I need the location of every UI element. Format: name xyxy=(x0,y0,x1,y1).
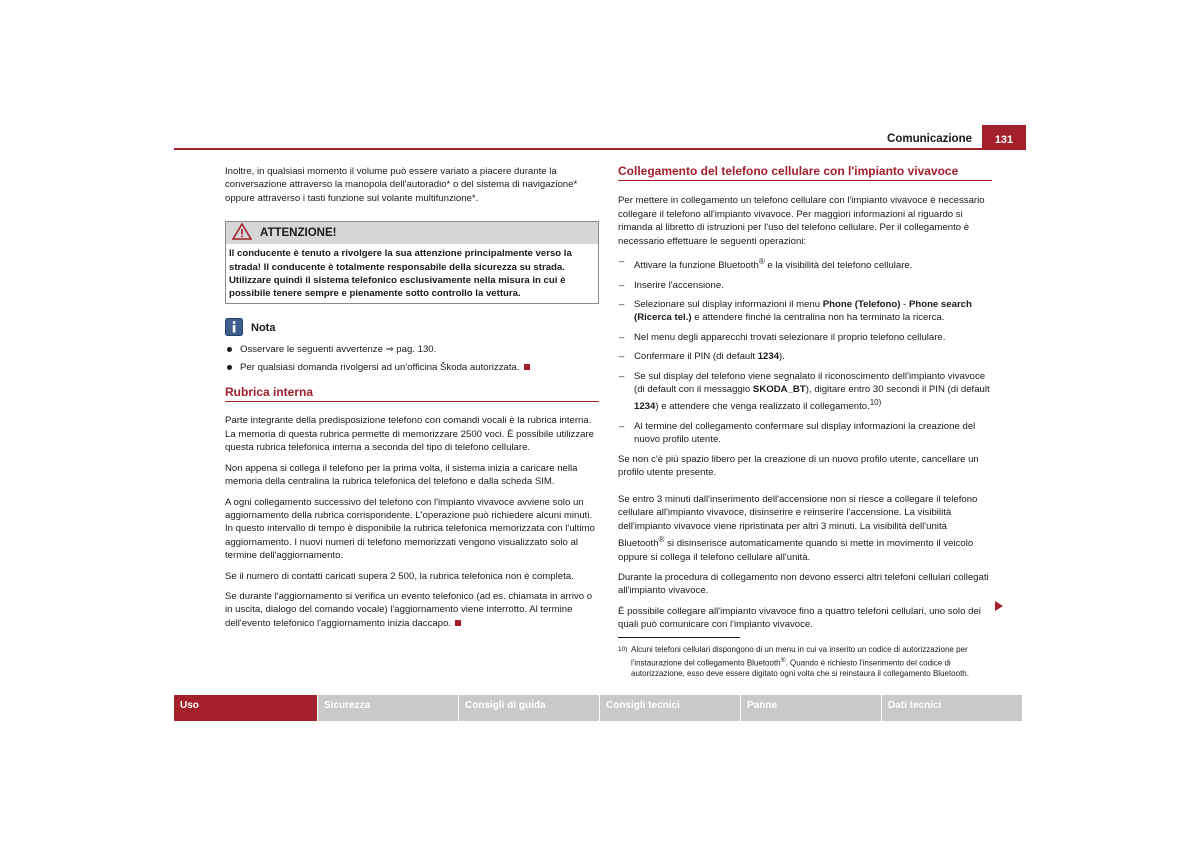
footnote-rule xyxy=(618,637,740,638)
footnote-mark: 10) xyxy=(618,646,628,653)
paragraph: Durante la procedura di collegamento non devono esserci altri telefoni cellulari collegati all'impianto vivavoce. xyxy=(618,571,989,597)
list-item: – Inserire l'accensione. xyxy=(618,279,992,292)
list-item: – Al termine del collegamento confermare sul display informazioni la creazione del nuovo profilo utente. xyxy=(618,420,992,447)
end-of-section-icon xyxy=(524,364,530,370)
rubrica-paragraph: A ogni collegamento successivo del telefono con l'impianto vivavoce avviene solo un aggiornamento della rubrica corrispondente. L'operazione può richiedere alcuni minuti. In questo intervallo di tempo è disponibile la rubrica telefonica memorizzata con l'ultimo aggiornamento. I nuovi numeri di telefono memorizzati vengono visualizzato solo al termine dell'aggiornamento. xyxy=(225,496,595,562)
right-column xyxy=(618,165,992,639)
warning-title: ATTENZIONE! xyxy=(260,226,337,239)
rubrica-paragraph: Se il numero di contatti caricati supera 2 500, la rubrica telefonica non è completa. xyxy=(225,570,574,582)
section-title-rubrica: Rubrica interna xyxy=(225,386,599,402)
list-item: Per qualsiasi domanda rivolgersi ad un'officina Škoda autorizzata. xyxy=(225,361,599,374)
note-title: Nota xyxy=(251,322,276,335)
continue-arrow-icon xyxy=(995,601,1003,611)
list-item: Osservare le seguenti avvertenze ⇒ pag. 130. xyxy=(225,343,599,356)
list-item: – Attivare la funzione Bluetooth® e la visibilità del telefono cellulare. xyxy=(618,255,992,273)
footnote-text: Alcuni telefoni cellulari dispongono di un menu in cui va inserito un codice di autorizzazione per l'instaurazione del collegamento Bluetooth®. Quando è richiesto l'inserimento del codice di autorizzazione, esso deve essere digitato ogni volta che si reinstaura il collegamento Bluetooth. xyxy=(631,645,969,678)
tab-consigli-tecnici[interactable]: Consigli tecnici xyxy=(600,695,740,721)
tab-uso[interactable]: Uso xyxy=(174,695,317,721)
rubrica-paragraph: Parte integrante della predisposizione telefono con comandi vocali è la rubrica interna. La memoria di questa rubrica permette di memorizzare 2500 voci. È possibile utilizzare questa rubrica telefonica interna a seconda del tipo di telefono cellulare. xyxy=(225,415,594,454)
section-title-collegamento: Collegamento del telefono cellulare con l'impianto vivavoce xyxy=(618,165,992,181)
intro-paragraph: Inoltre, in qualsiasi momento il volume può essere variato a piacere durante la conversazione attraverso la manopola dell'autoradio* o del sistema di navigazione* oppure attraverso i tasti funzione sul volante multifunzione*. xyxy=(225,166,578,204)
tab-sicurezza[interactable]: Sicurezza xyxy=(318,695,458,721)
footer-nav xyxy=(174,695,1023,721)
page-header-title: Comunicazione xyxy=(887,133,972,145)
list-item: – Confermare il PIN (di default 1234). xyxy=(618,350,992,363)
steps-list xyxy=(618,255,992,447)
note-header xyxy=(225,318,599,340)
note-list xyxy=(225,343,599,374)
warning-text: Il conducente è tenuto a rivolgere la sua attenzione principalmente verso la strada! Il conducente è totalmente responsabile della sicurezza su strada. Utilizzare quindi il sistema telefonico esclusivamente nella misura in cui è possibile tenere sempre e pienamente sotto controllo la vettura. xyxy=(229,248,572,300)
page-number: 131 xyxy=(982,125,1026,150)
warning-header xyxy=(226,222,598,244)
list-item: – Se sul display del telefono viene segnalato il riconoscimento dell'impianto vivavoce (di default con il messaggio SKODA_BT), digitare entro 30 secondi il PIN (di default 1234) e attendere che venga realizzato il collegamento.$^{10)}$ xyxy=(618,370,992,414)
rubrica-paragraph: Se durante l'aggiornamento si verifica un evento telefonico (ad es. chiamata in arrivo o in uscita, dialogo del comando vocale) l'aggiornamento viene interrotto. Al termine dell'evento telefonico l'aggiornamento inizia daccapo. xyxy=(225,590,593,629)
paragraph: Se entro 3 minuti dall'inserimento dell'accensione non si riesce a collegare il telefono cellulare all'impianto vivavoce, disinserire e reinserire l'accensione. La visibilità dell'impianto vivavoce viene ripristinata per altri 3 minuti. La visibilità dell'unità Bluetooth® si disinserisce automaticamente quando si mette in movimento il veicolo oppure si collega il telefono cellulare all'unità. xyxy=(618,493,978,563)
info-icon xyxy=(225,318,243,340)
tab-panne[interactable]: Panne xyxy=(741,695,881,721)
tab-consigli-di-guida[interactable]: Consigli di guida xyxy=(459,695,599,721)
paragraph: Se non c'è più spazio libero per la creazione di un nuovo profilo utente, cancellare un profilo utente presente. xyxy=(618,453,979,479)
tab-dati-tecnici[interactable]: Dati tecnici xyxy=(882,695,1022,721)
list-item: – Selezionare sul display informazioni il menu Phone (Telefono) - Phone search (Ricerca tel.) e attendere finché la centralina non ha terminato la ricerca. xyxy=(618,298,992,325)
list-item: – Nel menu degli apparecchi trovati selezionare il proprio telefono cellulare. xyxy=(618,331,992,344)
left-column xyxy=(225,165,599,637)
header-rule xyxy=(174,148,982,150)
paragraph: È possibile collegare all'impianto vivavoce fino a quattro telefoni cellulari, uno solo dei quali può comunicare con l'impianto vivavoce. xyxy=(618,605,981,631)
footnote xyxy=(618,645,994,679)
footnote-ref: 10) xyxy=(869,398,882,408)
rubrica-paragraph: Non appena si collega il telefono per la prima volta, il sistema inizia a caricare nella memoria della centralina la rubrica telefonica del telefono e dalla scheda SIM. xyxy=(225,462,578,488)
end-of-section-icon xyxy=(455,620,461,626)
warning-box xyxy=(225,221,599,304)
warning-triangle-icon xyxy=(232,223,252,244)
collegamento-intro: Per mettere in collegamento un telefono cellulare con l'impianto vivavoce è necessario collegare il telefono all'impianto vivavoce. Per maggiori informazioni al riguardo si rimanda al libretto di istruzioni per l'uso del telefono cellulare. Per il collegamento è necessario effettuare le seguenti operazioni: xyxy=(618,195,985,247)
